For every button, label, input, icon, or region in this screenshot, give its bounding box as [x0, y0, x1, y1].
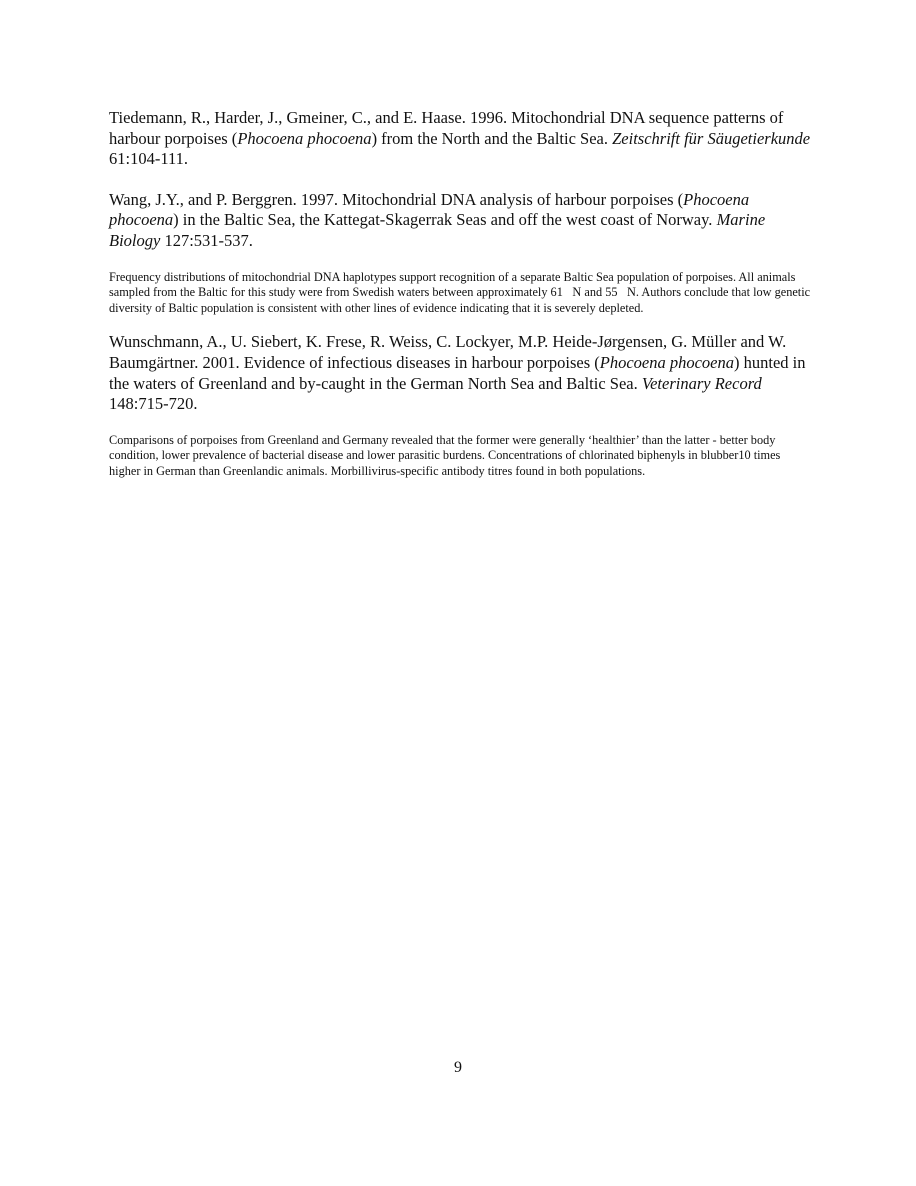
spacer: [109, 170, 814, 190]
reference-title-end: ) from the North and the Baltic Sea.: [371, 128, 608, 148]
page-number: 9: [454, 1059, 462, 1076]
reference-text: Wang, J.Y., and P. Berggren. 1997. Mitochondrial DNA analysis of harbour porpoises (: [109, 189, 684, 209]
spacer: [109, 252, 814, 270]
species-name: Phocoena phocoena: [109, 189, 750, 230]
reference-wang-1997: [109, 190, 814, 252]
journal-name: Marine Biology: [109, 210, 766, 250]
reference-text: Wunschmann, A., U. Siebert, K. Frese, R. Weiss, C. Lockyer, M.P. Heide-Jørgensen, G. Müller and W. Baumgärtner. 2001. Evidence of infectious diseases in harbour porpoises (: [109, 332, 787, 372]
abstract-wunschmann-2001: Comparisons of porpoises from Greenland and Germany revealed that the former were generally ‘healthier’ than the latter - better body condition, lower prevalence of bacterial disease and lower parasitic burdens. Concentrations of chlorinated biphenyls in blubber10 times higher in German than Greenlandic animals. Morbillivirus-specific antibody titres found in both populations.: [109, 432, 781, 478]
reference-title-end: ) hunted in the waters of Greenland and by-caught in the German North Sea and Baltic Sea.: [109, 352, 806, 393]
journal-citation: 148:715-720.: [109, 394, 198, 414]
spacer: [109, 415, 814, 433]
reference-tiedemann-1996: [109, 108, 814, 170]
journal-citation: 127:531-537.: [160, 230, 253, 250]
species-name: Phocoena phocoena: [599, 352, 734, 372]
abstract-wang-1997: Frequency distributions of mitochondrial DNA haplotypes support recognition of a separate Baltic Sea population of porpoises. All animals sampled from the Baltic for this study were from Swedish waters between approximately 61 N and 55 N. Authors conclude that low genetic diversity of Baltic population is consistent with other lines of evidence indicating that it is severely depleted.: [109, 269, 798, 315]
reference-wunschmann-2001: [109, 332, 814, 414]
spacer: [109, 316, 814, 332]
reference-title-end: ) in the Baltic Sea, the Kattegat-Skagerrak Seas and off the west coast of Norway.: [173, 210, 713, 230]
journal-citation: 61:104-111.: [109, 149, 188, 169]
journal-name: Zeitschrift für Säugetierkunde: [612, 128, 811, 148]
reference-text: Tiedemann, R., Harder, J., Gmeiner, C., and E. Haase. 1996. Mitochondrial DNA sequence patterns of harbour porpoises (: [109, 108, 784, 148]
reference-list: [109, 108, 814, 480]
species-name: Phocoena phocoena: [237, 128, 372, 148]
journal-name: Veterinary Record: [641, 373, 762, 393]
